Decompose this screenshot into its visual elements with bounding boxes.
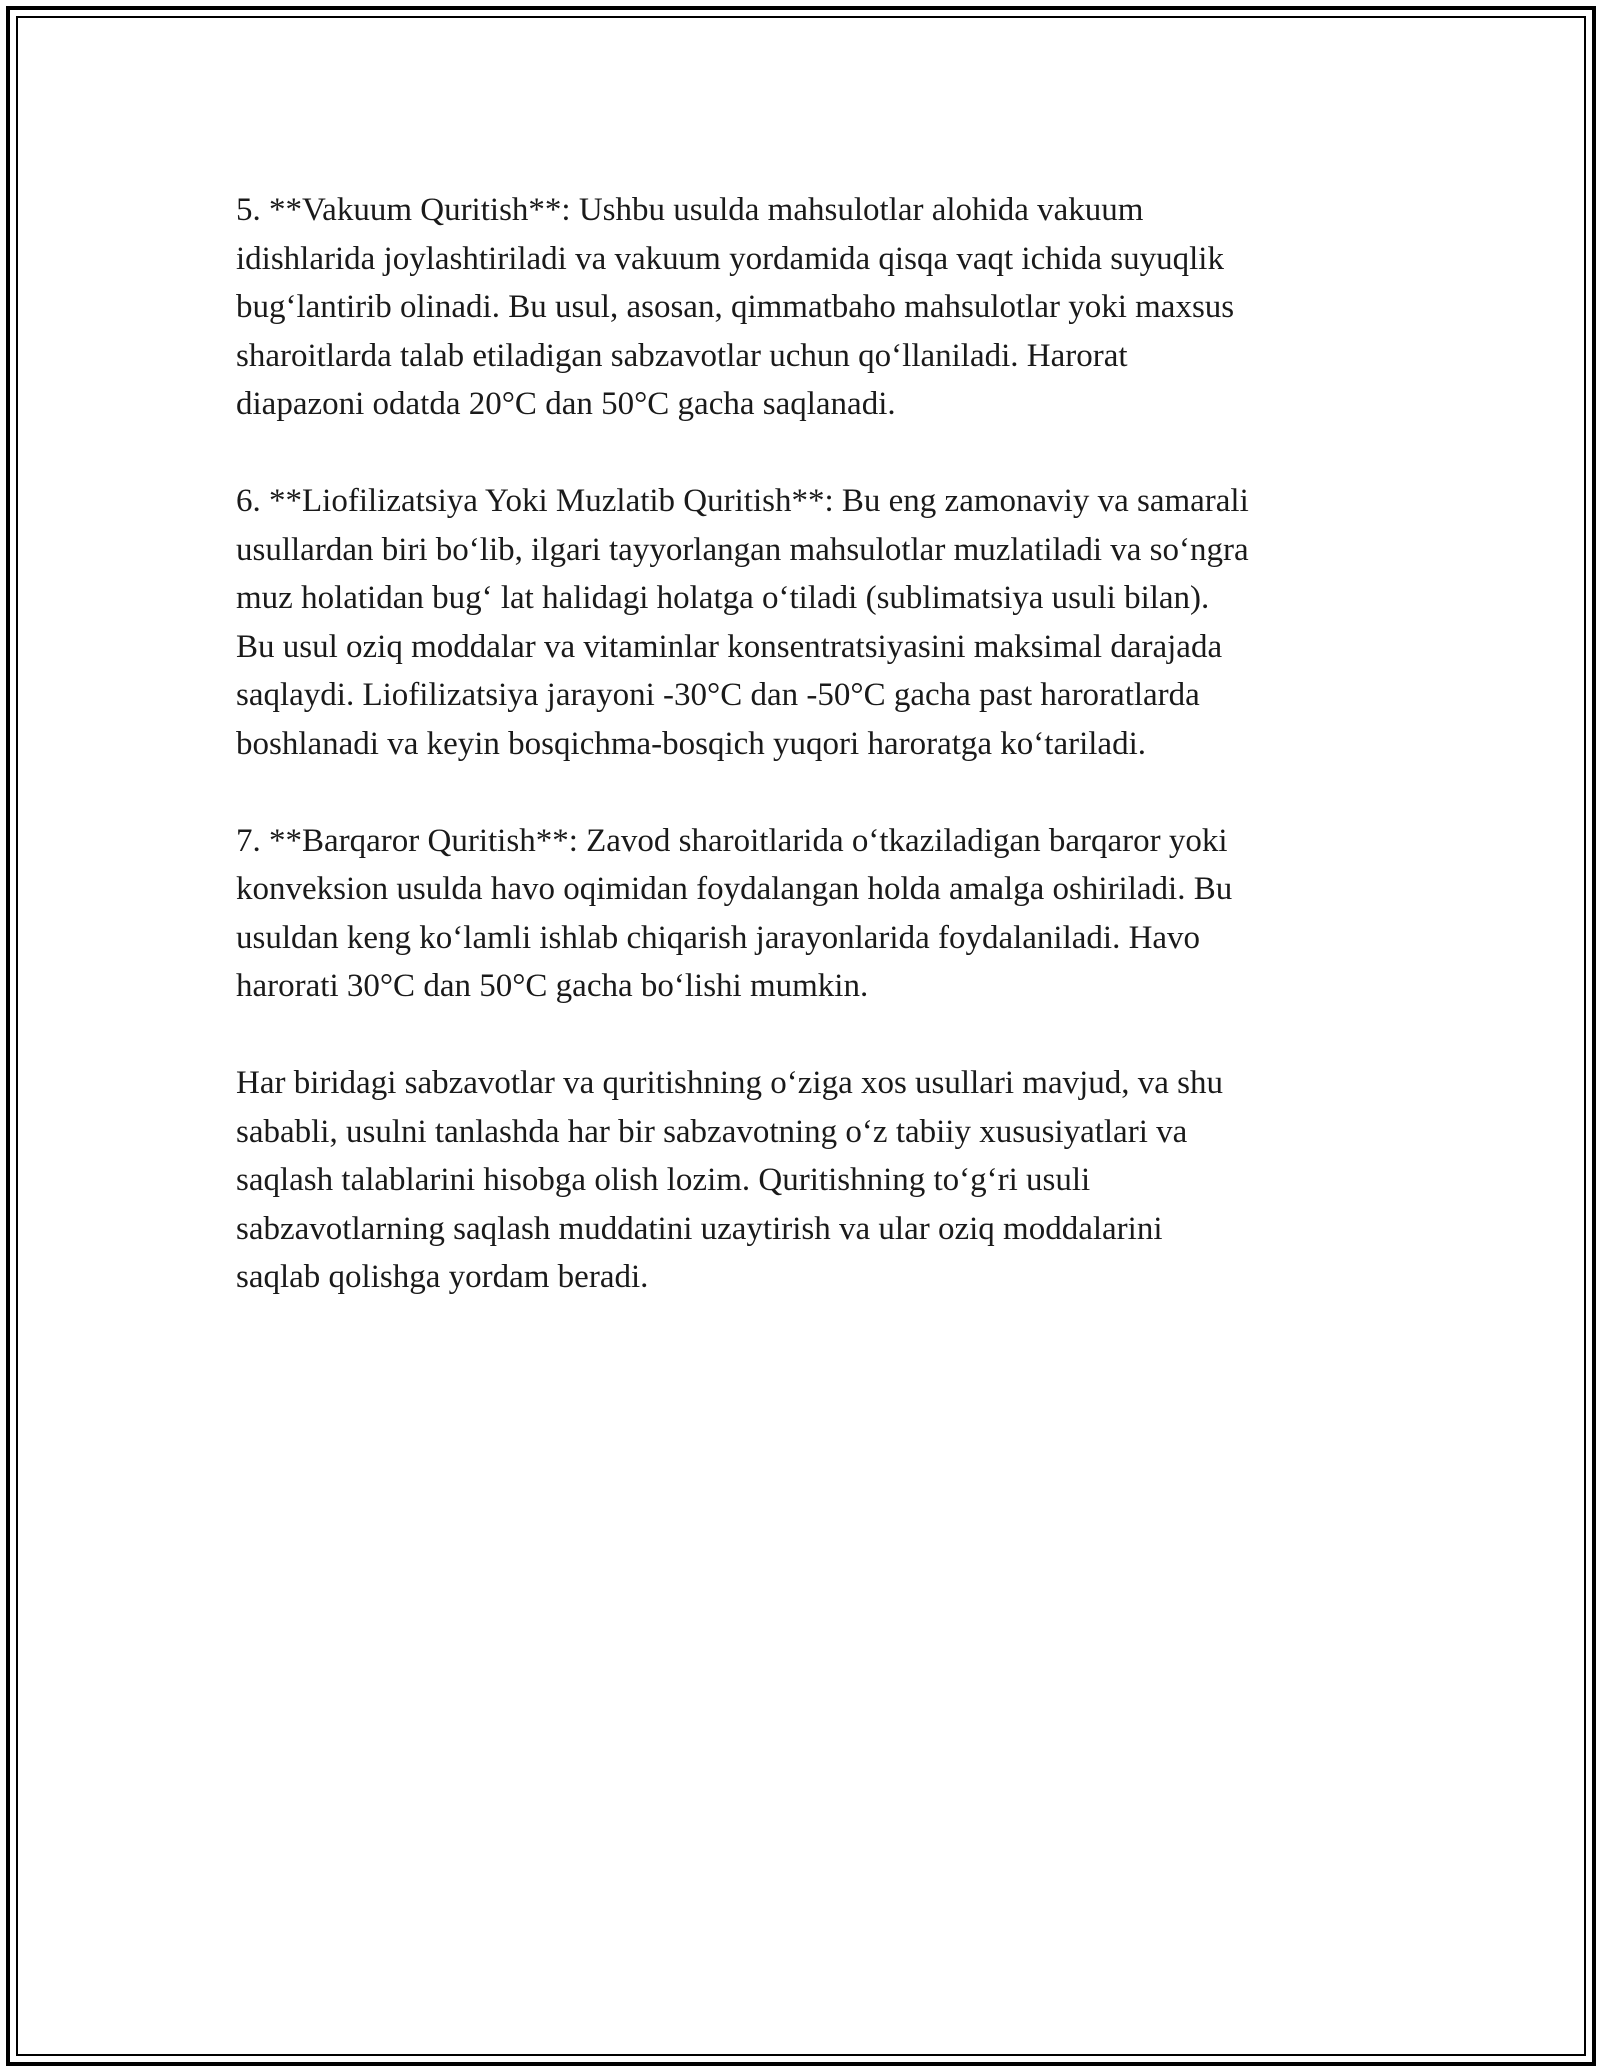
paragraph-liofilizatsiya: 6. **Liofilizatsiya Yoki Muzlatib Quritish**: Bu eng zamonaviy va samarali usullardan biri bo‘lib, ilgari tayyorlangan mahsulotlar muzlatiladi va so‘ngra muz holatidan bug‘ lat halidagi holatga o‘tiladi (sublimatsiya usuli bilan). Bu usul oziq moddalar va vitaminlar konsentratsiyasini maksimal darajada saqlaydi. Liofilizatsiya jarayoni -30°C dan -50°C gacha past haroratlarda boshlanadi va keyin bosqichma-bosqich yuqori haroratga ko‘tariladi. xyxy=(236,483,1249,762)
paragraph-vakuum-quritish: 5. **Vakuum Quritish**: Ushbu usulda mahsulotlar alohida vakuum idishlarida joylashtiriladi va vakuum yordamida qisqa vaqt ichida suyuqlik bug‘lantirib olinadi. Bu usul, asosan, qimmatbaho mahsulotlar yoki maxsus sharoitlarda talab etiladigan sabzavotlar uchun qo‘llaniladi. Harorat diapazoni odatda 20°C dan 50°C gacha saqlanadi. xyxy=(236,192,1235,422)
paragraph-conclusion: Har biridagi sabzavotlar va quritishning o‘ziga xos usullari mavjud, va shu sababli, usulni tanlashda har bir sabzavotning o‘z tabiiy xususiyatlari va saqlash talablarini hisobga olish lozim. Quritishning to‘g‘ri usuli sabzavotlarning saqlash muddatini uzaytirish va ular oziq moddalarini saqlab qolishga yordam beradi. xyxy=(236,1065,1224,1295)
document-body xyxy=(236,186,1386,1350)
paragraph-barqaror-quritish: 7. **Barqaror Quritish**: Zavod sharoitlarida o‘tkaziladigan barqaror yoki konveksion usulda havo oqimidan foydalangan holda amalga oshiriladi. Bu usuldan keng ko‘lamli ishlab chiqarish jarayonlarida foydalaniladi. Havo harorati 30°C dan 50°C gacha bo‘lishi mumkin. xyxy=(236,822,1233,1004)
